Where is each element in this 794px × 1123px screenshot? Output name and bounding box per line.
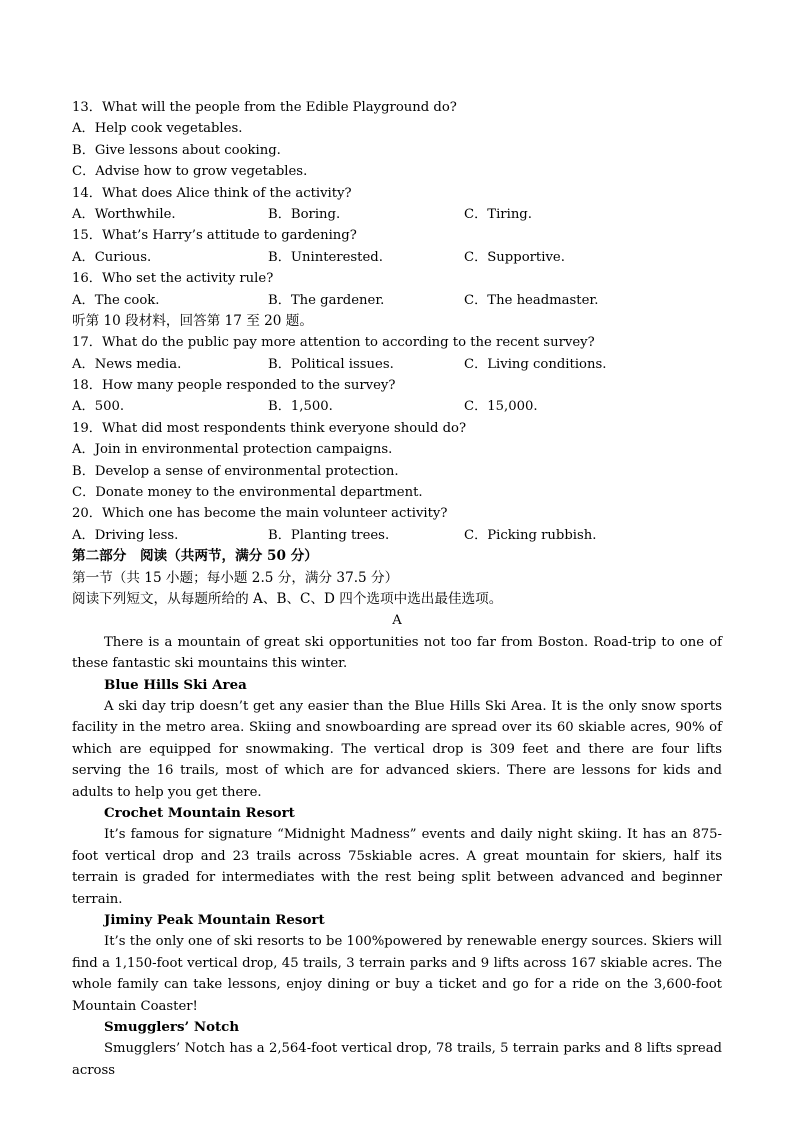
question-15-options [72, 247, 722, 268]
reading-instruction: 阅读下列短文，从每题所给的 A、B、C、D 四个选项中选出最佳选项。 [72, 590, 503, 607]
question-16-stem: 16．Who set the activity rule? [72, 271, 274, 287]
passage-label: A [392, 613, 402, 629]
question-13-stem: 13．What will the people from the Edible Playground do? [72, 100, 457, 115]
question-13-option-b: B．Give lessons about cooking. [72, 142, 281, 158]
question-14-options [72, 204, 722, 225]
option-a: A．Curious. [72, 249, 152, 265]
question-19-option-b: B．Develop a sense of environmental protection. [72, 463, 399, 479]
passage-intro: There is a mountain of great ski opportunities not too far from Boston. Road-trip to one of these fantastic ski mountains this winter. [72, 634, 722, 672]
option-c: C．Picking rubbish. [464, 527, 597, 543]
question-20-stem: 20．Which one has become the main volunteer activity? [72, 506, 448, 522]
option-c: C．Supportive. [464, 249, 565, 265]
question-19-option-a: A．Join in environmental protection campaigns. [72, 442, 393, 458]
question-16-options [72, 290, 722, 311]
question-18-options [72, 396, 722, 417]
question-17-options [72, 354, 722, 375]
question-19-stem: 19．What did most respondents think everyone should do? [72, 420, 467, 436]
option-b: B．Political issues. [268, 356, 394, 372]
option-c: C．Tiring. [464, 206, 532, 222]
resort-paragraph-blue-hills: A ski day trip doesn’t get any easier than the Blue Hills Ski Area. It is the only snow sports facility in the metro area. Skiing and snowboarding are spread over its 60 skiable acres, 90% of which are equipped for snowmaking. The vertical drop is 309 feet and there are four lifts serving the 16 trails, most of which are for advanced skiers. There are lessons for kids and adults to help you get there. [72, 698, 722, 800]
question-13-option-c: C．Advise how to grow vegetables. [72, 164, 308, 180]
section-one-title: 第一节（共 15 小题；每小题 2.5 分，满分 37.5 分） [72, 569, 399, 586]
option-a: A．The cook. [72, 292, 160, 308]
question-20-options [72, 525, 722, 546]
question-19-option-c: C．Donate money to the environmental department. [72, 485, 423, 501]
option-c: C．Living conditions. [464, 356, 607, 372]
question-15-stem: 15．What’s Harry’s attitude to gardening? [72, 228, 357, 244]
option-b: B．1,500. [268, 399, 333, 415]
option-a: A．500. [72, 399, 125, 415]
option-b: B．Planting trees. [268, 527, 390, 543]
option-b: B．Uninterested. [268, 249, 383, 265]
resort-paragraph-crochet: It’s famous for signature “Midnight Madness” events and daily night skiing. It has an 875-foot vertical drop and 23 trails across 75skiable acres. A great mountain for skiers, half its terrain is graded for intermediates with the rest being split between advanced and beginner terrain. [72, 827, 722, 907]
resort-heading-smugglers: Smugglers’ Notch [104, 1019, 240, 1036]
question-17-stem: 17．What do the public pay more attention to according to the recent survey? [72, 335, 595, 351]
question-13-option-a: A．Help cook vegetables. [72, 121, 243, 137]
question-18-stem: 18．How many people responded to the survey? [72, 378, 396, 394]
resort-heading-jiminy: Jiminy Peak Mountain Resort [104, 912, 325, 929]
option-a: A．News media. [72, 356, 182, 372]
resort-heading-crochet: Crochet Mountain Resort [104, 805, 295, 821]
question-14-stem: 14．What does Alice think of the activity? [72, 185, 352, 201]
section-10-instruction: 听第 10 段材料，回答第 17 至 20 题。 [72, 312, 313, 329]
resort-heading-blue-hills: Blue Hills Ski Area [104, 676, 247, 693]
option-c: C．15,000. [464, 399, 538, 415]
option-b: B．Boring. [268, 206, 341, 222]
part-two-title: 第二部分 阅读（共两节，满分 50 分） [72, 548, 318, 565]
option-a: A．Worthwhile. [72, 206, 176, 222]
option-a: A．Driving less. [72, 527, 179, 543]
option-b: B．The gardener. [268, 292, 385, 308]
resort-paragraph-smugglers: Smugglers’ Notch has a 2,564-foot vertical drop, 78 trails, 5 terrain parks and 8 lifts spread across [72, 1041, 722, 1078]
exam-page [72, 97, 722, 1081]
option-c: C．The headmaster. [464, 292, 599, 308]
resort-paragraph-jiminy: It’s the only one of ski resorts to be 100%powered by renewable energy sources. Skiers will find a 1,150-foot vertical drop, 45 trails, 3 terrain parks and 9 lifts across 167 skiable acres. The whole family can take lessons, enjoy dining or buy a ticket and go for a ride on the 3,600-foot Mountain Coaster! [72, 934, 722, 1014]
